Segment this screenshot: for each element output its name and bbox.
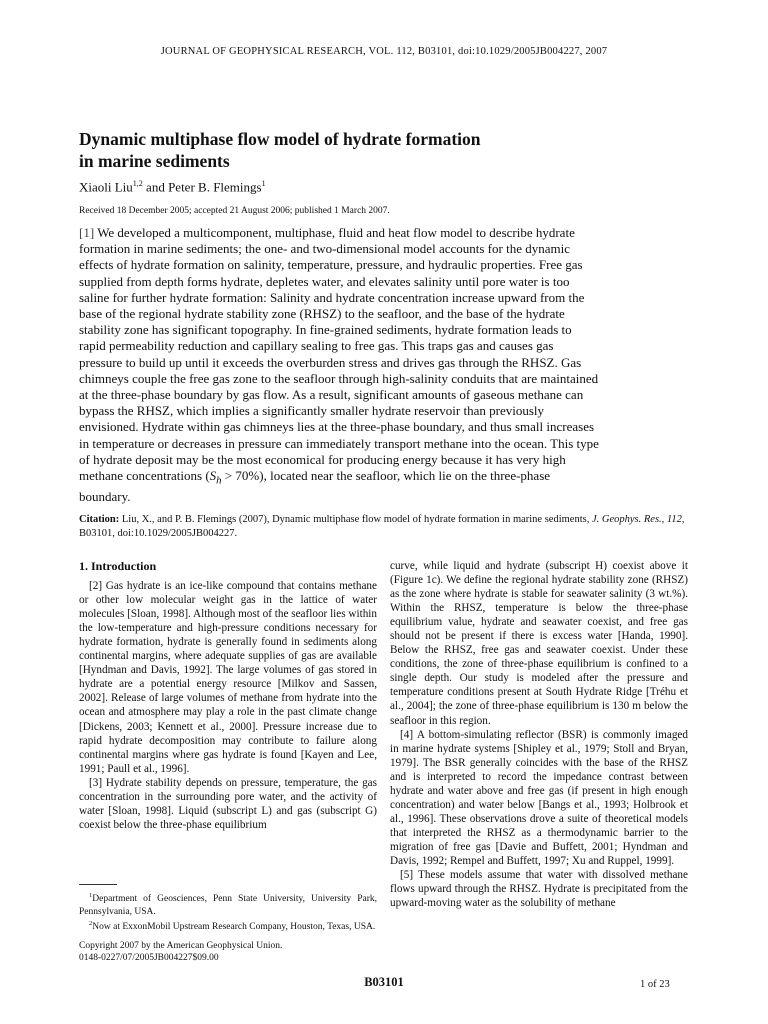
footnote-text: Department of Geosciences, Penn State University, University Park, Pennsylvania, USA. (79, 894, 377, 917)
paragraph-number: [5] (400, 869, 414, 882)
left-column (79, 559, 377, 832)
author-name: Xiaoli Liu (79, 179, 133, 195)
issn-line: 0148-0227/07/2005JB004227$09.00 (79, 953, 219, 963)
paragraph (390, 868, 688, 910)
citation-text: Liu, X., and P. B. Flemings (2007), Dynamic multiphase flow model of hydrate formation in marine sediments, (119, 514, 592, 525)
abstract (79, 225, 599, 505)
footnotes (79, 890, 377, 934)
paragraph-text: These models assume that water with dissolved methane flows upward through the RHSZ. Hydrate is precipitated from the upward-moving water as the solubility of methane (390, 869, 688, 910)
footnote (79, 918, 377, 934)
article-code: B03101 (364, 975, 404, 989)
paragraph (390, 728, 688, 868)
title-line-2: in marine sediments (79, 151, 230, 171)
title-line-1: Dynamic multiphase flow model of hydrate formation (79, 129, 481, 149)
paragraph-continuation: curve, while liquid and hydrate (subscript H) coexist above it (Figure 1c). We define the regional hydrate stability zone (RHSZ) as the zone where hydrate is stable for seawater salinity (3 wt.%). Within the RHSZ, temperature is below the three-phase equilibrium value, hydrate and seawater coexist, and free gas should not be present if there is excess water [Handa, 1990]. Below the RHSZ, free gas and seawater coexist. Under these conditions, the zone of three-phase equilibrium is confined to a single depth. Our study is modeled after the pressure and temperature conditions present at South Hydrate Ridge [Tréhu et al., 2004]; the zone of three-phase equilibrium is 130 m below the seafloor in this region. (390, 560, 688, 727)
paragraph-text: Hydrate stability depends on pressure, temperature, the gas concentration in the surrounding pore water, and the activity of water [Sloan, 1998]. Liquid (subscript L) and gas (subscript G) coexist below the three-phase equilibrium (79, 776, 377, 831)
citation (79, 513, 689, 541)
affiliation-mark: 1 (261, 179, 266, 188)
footnote (79, 890, 377, 918)
section-heading: 1. Introduction (79, 559, 157, 573)
paragraph-text: Gas hydrate is an ice-like compound that contains methane or other low molecular weight gas in the lattice of water molecules [Sloan, 1998]. Although most of the seafloor lies within the low-temperature and high-pressure conditions necessary for hydrate formation, hydrate is generally found in sediments along continental margins, where adequate supplies of gas are available [Hyndman and Davis, 1992]. The large volumes of gas stored in hydrate are a potential energy resource [Milkov and Sassen, 2002]. Release of large volumes of methane from hydrate into the ocean and atmosphere may play a role in the past climate change [Dickens, 2003; Kennett et al., 2000]. Pressure increase due to rapid hydrate decomposition may contribute to failure along continental margins where gas hydrate is found [Kayen and Lee, 1991; Paull et al., 1996]. (79, 580, 377, 775)
paper-title (79, 128, 639, 172)
publication-dates: Received 18 December 2005; accepted 21 August 2006; published 1 March 2007. (79, 206, 390, 216)
sh-symbol: S (209, 468, 217, 484)
paragraph-number: [2] (89, 580, 103, 593)
page-number: 1 of 23 (640, 979, 670, 990)
footnote-divider (79, 884, 117, 885)
author-name: and Peter B. Flemings (142, 179, 262, 195)
citation-journal: J. Geophys. Res., 112, (591, 514, 685, 525)
affiliation-mark: 1,2 (132, 179, 143, 188)
paragraph-number: [3] (89, 776, 103, 789)
copyright-block (79, 940, 282, 964)
citation-tail: B03101, doi:10.1029/2005JB004227. (79, 528, 238, 539)
sh-subscript: h (216, 474, 222, 487)
author-list (79, 179, 266, 195)
journal-header: JOURNAL OF GEOPHYSICAL RESEARCH, VOL. 112, B03101, doi:10.1029/2005JB004227, 2007 (160, 46, 608, 57)
paragraph-text: A bottom-simulating reflector (BSR) is commonly imaged in marine hydrate systems [Shipley et al., 1979; Stoll and Bryan, 1979]. The BSR generally coincides with the base of the RHSZ and is interpreted to record the impedance contrast between hydrate and water above and free gas (if present in high enough concentration) and water below [Bangs et al., 1993; Holbrook et al., 1996]. These observations drove a suite of theoretical models that interpreted the RHSZ as a thermodynamic barrier to the migration of free gas [Davie and Buffett, 2001; Hyndman and Davis, 1992; Rempel and Buffett, 1997; Xu and Ruppel, 1999]. (390, 728, 688, 867)
copyright-line: Copyright 2007 by the American Geophysical Union. (79, 941, 283, 951)
paragraph-number: [4] (400, 728, 414, 741)
right-column (390, 559, 688, 910)
paragraph (79, 776, 377, 832)
footnote-text: Now at ExxonMobil Upstream Research Company, Houston, Texas, USA. (92, 922, 376, 933)
citation-label: Citation: (79, 514, 120, 525)
footnote-mark: 1 (89, 892, 93, 899)
paragraph (79, 579, 377, 776)
paragraph-number: [1] (79, 225, 95, 240)
abstract-text-end: > 70%), located near the seafloor, which lie on the three-phase boundary. (79, 468, 551, 504)
footnote-mark: 2 (89, 920, 93, 928)
abstract-text: We developed a multicomponent, multiphase, fluid and heat flow model to describe hydrate formation in marine sediments; the one- and two-dimensional model accounts for the dynamic effects of hydrate formation on salinity, temperature, pressure, and hydraulic properties. Free gas supplied from depth forms hydrate, depletes water, and elevates salinity until pore water is too saline for further hydrate formation: Salinity and hydrate concentration increase upward from the base of the regional hydrate stability zone (RHSZ) to the seafloor, and the base of the hydrate stability zone has significant topography. In fine-grained sediments, hydrate formation leads to rapid permeability reduction and capillary sealing to free gas. This traps gas and causes gas pressure to build up until it exceeds the overburden stress and drives gas through the RHSZ. Gas chimneys couple the free gas zone to the seafloor through high-salinity conduits that are maintained at the three-phase boundary by gas flow. As a result, significant amounts of gaseous methane can bypass the RHSZ, which implies a significantly smaller hydrate reservoir than previously envisioned. Hydrate within gas chimneys lies at the three-phase boundary, and thus small increases in temperature or decreases in pressure can immediately transport methane into the ocean. This type of hydrate deposit may be the most economical for producing energy because it has very high methane concentrations ( (79, 225, 599, 484)
